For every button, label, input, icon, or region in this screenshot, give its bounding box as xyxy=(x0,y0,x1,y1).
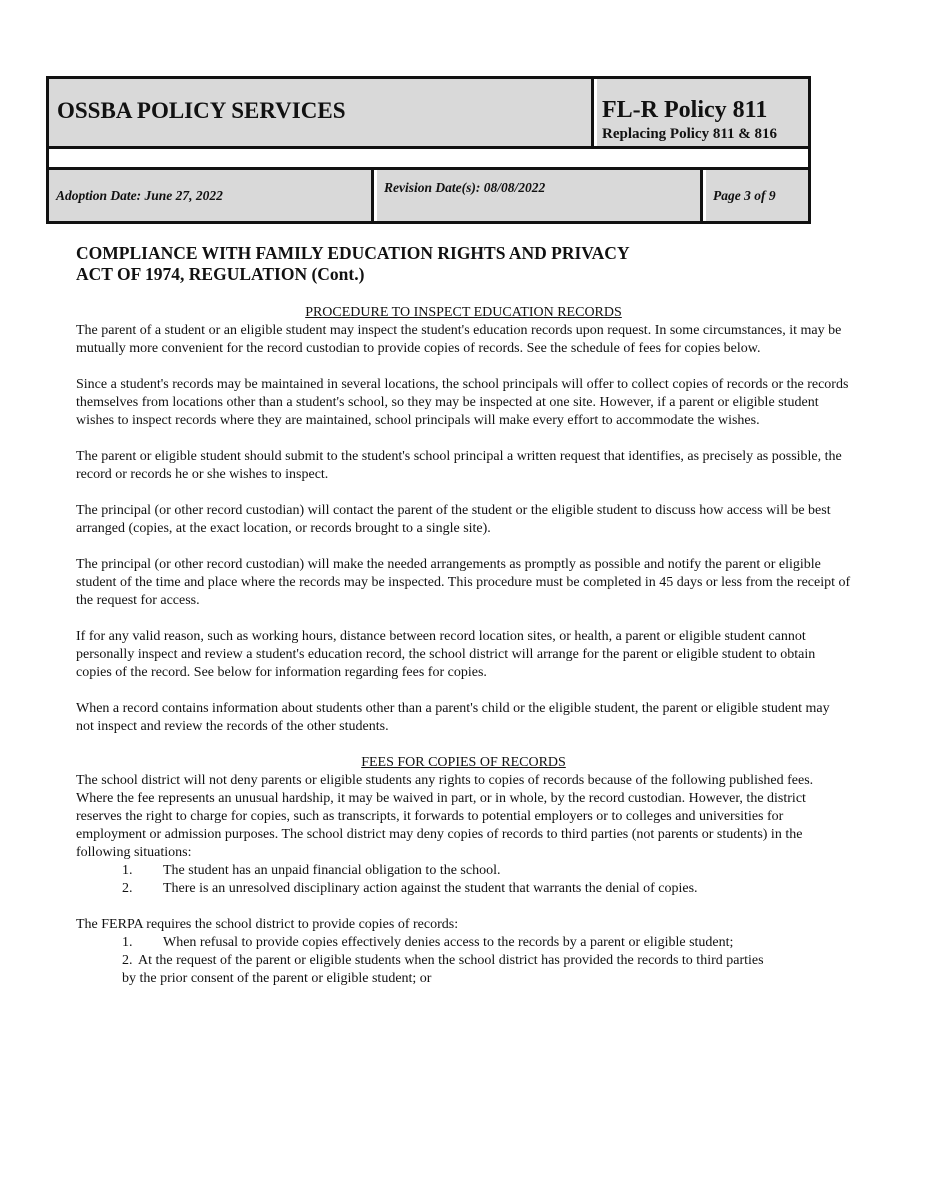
document-title xyxy=(76,243,716,285)
policy-cell xyxy=(597,79,808,146)
org-name: OSSBA POLICY SERVICES xyxy=(57,98,346,123)
paragraph: The principal (or other record custodian) will make the needed arrangements as promptly as possible and notify the parent or eligible student of the time and place where the records may be inspected. This procedure must be completed in 45 days or less from the receipt of the request for access. xyxy=(76,557,851,608)
header-divider-strip xyxy=(49,146,808,170)
section-heading-inspect: PROCEDURE TO INSPECT EDUCATION RECORDS xyxy=(305,305,622,320)
revision-cell xyxy=(377,170,703,221)
paragraph: The parent of a student or an eligible student may inspect the student's education records upon request. In some circumstances, it may be mutually more convenient for the record custodian to provide copies of records. See the schedule of fees for copies below. xyxy=(76,323,842,356)
paragraph: If for any valid reason, such as working hours, distance between record location sites, or health, a parent or eligible student cannot personally inspect and review a student's education record, the school district will arrange for the parent or eligible student to obtain copies of the record. See below for information regarding fees for copies. xyxy=(76,629,816,680)
list-item: 2. At the request of the parent or eligible students when the school district has provided the records to third parties xyxy=(122,953,764,968)
list-item: 1. When refusal to provide copies effectively denies access to the records by a parent or eligible student; xyxy=(122,935,734,950)
paragraph: The school district will not deny parents or eligible students any rights to copies of records because of the following published fees. Where the fee represents an unusual hardship, it may be waived in part, or in whole, by the record custodian. However, the district reserves the right to charge for copies, such as transcripts, it forwards to potential employers or to colleges and universities for employment or admission purposes. The school district may deny copies of records to third parties (not parents or students) in the following situations: xyxy=(76,773,814,860)
page-number: Page 3 of 9 xyxy=(713,188,776,203)
replacing-policy: Replacing Policy 811 & 816 xyxy=(602,126,777,142)
paragraph: Since a student's records may be maintained in several locations, the school principals will offer to collect copies of records or the records themselves from locations other than a student's school, so they may be inspected at one site. However, if a parent or eligible student wishes to inspect records where they are maintained, school principals will make every effort to accommodate the wishes. xyxy=(76,377,849,428)
policy-number: FL-R Policy 811 xyxy=(602,97,768,123)
list-item-continuation: by the prior consent of the parent or eligible student; or xyxy=(122,971,432,986)
paragraph: The FERPA requires the school district to provide copies of records: xyxy=(76,917,459,932)
title-line-2: ACT OF 1974, REGULATION (Cont.) xyxy=(76,264,365,284)
paragraph: When a record contains information about students other than a parent's child or the eligible student, the parent or eligible student may not inspect and review the records of the other students. xyxy=(76,701,830,734)
section-heading-fees: FEES FOR COPIES OF RECORDS xyxy=(361,755,566,770)
document-body xyxy=(76,304,851,988)
org-cell xyxy=(49,79,594,146)
paragraph: The principal (or other record custodian) will contact the parent of the student or the eligible student to discuss how access will be best arranged (copies, at the exact location, or records brought to a single site). xyxy=(76,503,831,536)
list-item: 2. There is an unresolved disciplinary action against the student that warrants the denial of copies. xyxy=(122,881,698,896)
adoption-cell xyxy=(49,170,374,221)
policy-header xyxy=(46,76,811,224)
paragraph: The parent or eligible student should submit to the student's school principal a written request that identifies, as precisely as possible, the record or records he or she wishes to inspect. xyxy=(76,449,842,482)
list-item: 1. The student has an unpaid financial obligation to the school. xyxy=(122,863,501,878)
adoption-date: Adoption Date: June 27, 2022 xyxy=(56,188,223,203)
page-cell xyxy=(706,170,808,221)
revision-date: Revision Date(s): 08/08/2022 xyxy=(384,180,546,195)
title-line-1: COMPLIANCE WITH FAMILY EDUCATION RIGHTS AND PRIVACY xyxy=(76,243,630,263)
